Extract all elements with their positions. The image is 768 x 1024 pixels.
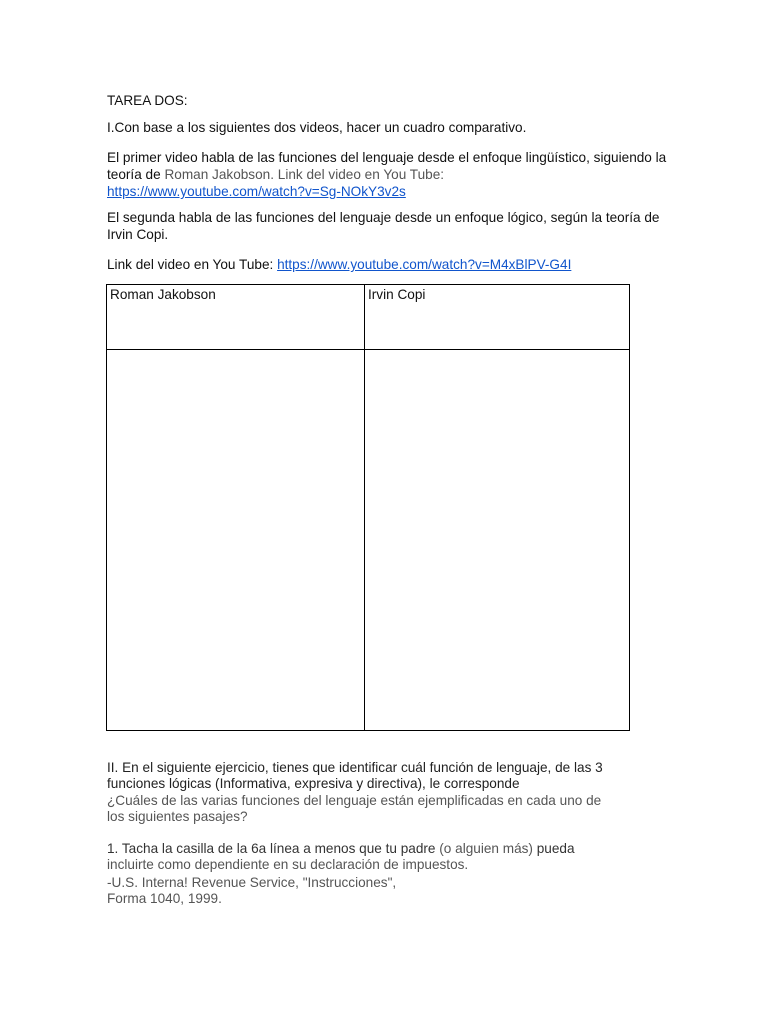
- instruction-one: I.Con base a los siguientes dos videos, hacer un cuadro comparativo.: [107, 120, 527, 135]
- item-one-parenthetical: (o alguien más): [439, 841, 533, 856]
- comparison-table: [106, 284, 630, 731]
- item-one-text: 1. Tacha la casilla de la 6a línea a menos que tu padre: [107, 841, 440, 856]
- video-two-paragraph: El segunda habla de las funciones del lenguaje desde un enfoque lógico, según la teoría de Irvin Copi.: [107, 210, 660, 242]
- video-two-link-label: Link del video en You Tube:: [107, 257, 278, 272]
- exercise-item-one-source: -U.S. Interna! Revenue Service, "Instrucciones",: [107, 875, 397, 890]
- exercise-item-one-line-1: [107, 841, 607, 857]
- table-cell-copi-empty[interactable]: [365, 350, 630, 731]
- exercise-item-one-form: Forma 1040, 1999.: [107, 891, 222, 906]
- video-two-link[interactable]: https://www.youtube.com/watch?v=M4xBlPV-G4I: [277, 257, 572, 272]
- video-two-link-paragraph: [107, 256, 667, 273]
- item-one-text-end: pueda: [532, 841, 575, 856]
- video-one-link[interactable]: https://www.youtube.com/watch?v=Sg-NOkY3v2s: [107, 184, 406, 199]
- exercise-item-one-line-2: incluirte como dependiente en su declaración de impuestos.: [107, 857, 469, 872]
- video-one-paragraph: [107, 149, 667, 200]
- table-cell-jakobson-empty[interactable]: [107, 350, 365, 731]
- table-header-roman-jakobson: Roman Jakobson: [107, 285, 365, 350]
- video-one-text: El primer video habla de las funciones del lenguaje desde el enfoque lingüístico, siguiendo la teoría de: [107, 150, 667, 182]
- table-header-irvin-copi: Irvin Copi: [365, 285, 630, 350]
- assignment-heading: TAREA DOS:: [107, 93, 188, 108]
- table-body-row: [107, 350, 630, 731]
- video-one-text-continued: Roman Jakobson. Link del video en You Tube:: [164, 167, 445, 182]
- section-two-intro: II. En el siguiente ejercicio, tienes que identificar cuál función de lenguaje, de las 3 funciones lógicas (Informativa, expresiva y directiva), le corresponde: [107, 760, 603, 791]
- section-two-question: ¿Cuáles de las varias funciones del lenguaje están ejemplificadas en cada uno de los siguientes pasajes?: [107, 793, 602, 824]
- table-header-row: [107, 285, 630, 350]
